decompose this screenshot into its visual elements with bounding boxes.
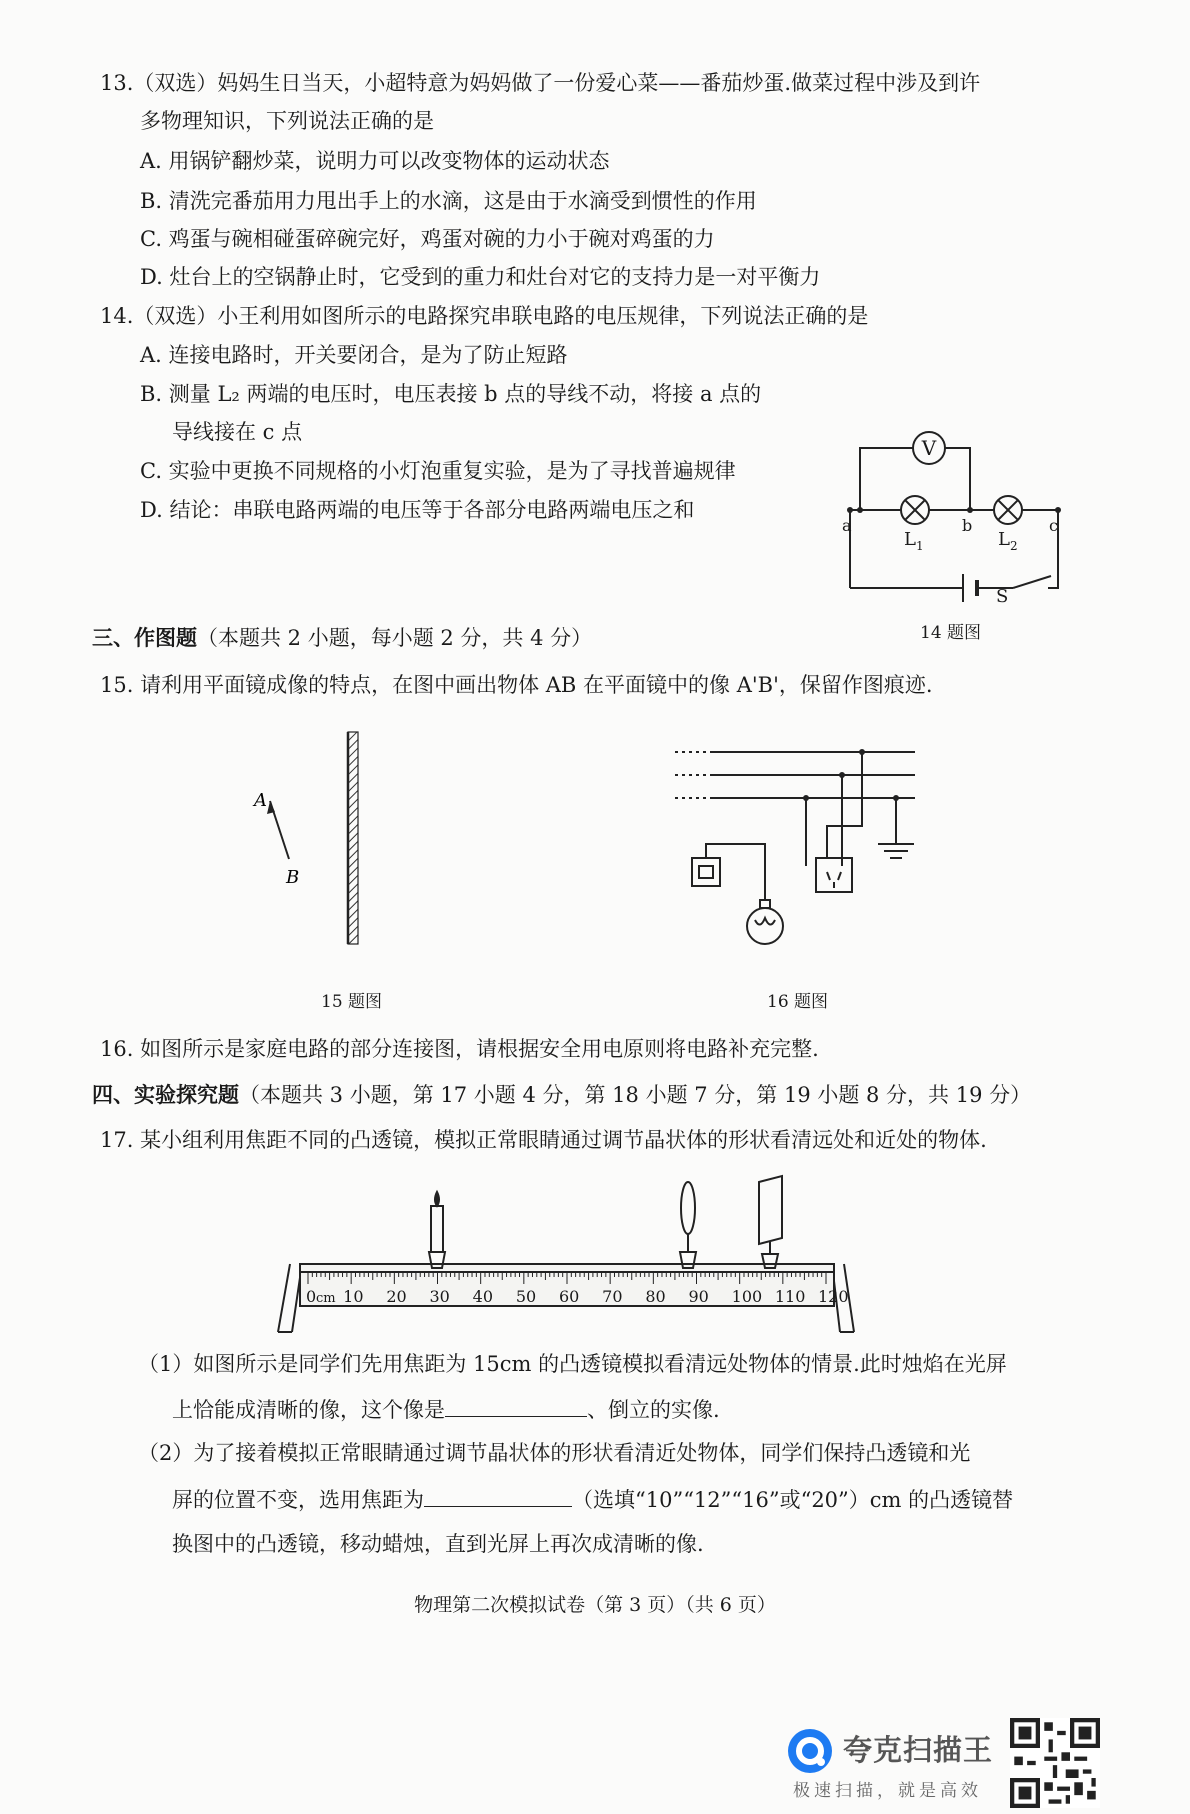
page-footer: 物理第二次模拟试卷（第 3 页）（共 6 页） — [414, 1594, 776, 1616]
ruler-label: 30 — [429, 1287, 450, 1306]
q16-figure-caption: 16 题图 — [767, 992, 829, 1012]
scanner-watermark — [785, 1718, 1185, 1808]
q13-stem-line2: 多物理知识，下列说法正确的是 — [140, 109, 434, 133]
ruler-label: 20 — [386, 1287, 407, 1306]
ruler-label: 90 — [688, 1287, 709, 1306]
lamp2-label: L — [998, 529, 1010, 550]
point-b-label: b — [962, 516, 973, 535]
lamp1-label: L — [904, 529, 916, 550]
q14-figure-caption: 14 题图 — [920, 623, 982, 643]
section3-note: （本题共 2 小题，每小题 2 分，共 4 分） — [197, 626, 593, 650]
ruler-label: 100 — [731, 1287, 763, 1306]
q17-part1-text-before: 上恰能成清晰的像，这个像是 — [172, 1398, 445, 1422]
ruler-label: 70 — [602, 1287, 623, 1306]
point-c-label: c — [1049, 516, 1058, 535]
section4-heading — [92, 1080, 1031, 1110]
ruler-label: 40 — [472, 1287, 494, 1306]
q13-option-c: C. 鸡蛋与碗相碰蛋碎碗完好，鸡蛋对碗的力小于碗对鸡蛋的力 — [140, 227, 715, 251]
q17-part1-answer-blank[interactable] — [445, 1394, 587, 1417]
q14-option-c: C. 实验中更换不同规格的小灯泡重复实验，是为了寻找普遍规律 — [140, 459, 736, 483]
section4-title: 四、实验探究题 — [92, 1082, 239, 1107]
q13-option-a: A. 用锅铲翻炒菜，说明力可以改变物体的运动状态 — [140, 149, 610, 173]
q15-stem: 15. 请利用平面镜成像的特点，在图中画出物体 AB 在平面镜中的像 A'B'，保留作图痕迹. — [100, 673, 933, 697]
q17-part2-text-after: （选填“10”“12”“16”或“20”）cm 的凸透镜替 — [572, 1488, 1014, 1512]
ruler-label: 110 — [774, 1287, 806, 1306]
q17-part2-line3: 换图中的凸透镜，移动蜡烛，直到光屏上再次成清晰的像. — [172, 1532, 704, 1556]
q17-part1-line1: （1）如图所示是同学们先用焦距为 15cm 的凸透镜模拟看清远处物体的情景.此时烛焰在光屏 — [138, 1352, 1007, 1376]
voltmeter-label: V — [921, 436, 937, 460]
lamp2-subscript: 2 — [1010, 539, 1018, 553]
q14-option-a: A. 连接电路时，开关要闭合，是为了防止短路 — [140, 343, 568, 367]
ruler-label: 80 — [645, 1287, 666, 1306]
q13-stem-line1: 13.（双选）妈妈生日当天，小超特意为妈妈做了一份爱心菜——番茄炒蛋.做菜过程中涉及到许 — [100, 71, 981, 95]
q17-part2-text-before: 屏的位置不变，选用焦距为 — [172, 1488, 424, 1512]
q14-stem: 14.（双选）小王利用如图所示的电路探究串联电路的电压规律，下列说法正确的是 — [100, 304, 869, 328]
ruler-label: 60 — [559, 1287, 580, 1306]
switch-label: S — [996, 586, 1009, 607]
q14-option-b-line2: 导线接在 c 点 — [172, 420, 303, 444]
object-label-a: A — [254, 790, 267, 811]
q13-option-d: D. 灶台上的空锅静止时，它受到的重力和灶台对它的支持力是一对平衡力 — [140, 265, 821, 289]
q17-part2-answer-blank[interactable] — [424, 1484, 572, 1507]
ruler-unit-label: cm — [316, 1291, 336, 1306]
scanner-watermark-subtitle: 极速扫描，就是高效 — [793, 1781, 982, 1801]
q13-option-b: B. 清洗完番茄用力甩出手上的水滴，这是由于水滴受到惯性的作用 — [140, 189, 757, 213]
q15-figure-caption: 15 题图 — [321, 992, 383, 1012]
q17-part2-line2 — [172, 1484, 1013, 1515]
object-label-b: B — [286, 867, 300, 888]
q15-mirror-figure — [250, 728, 380, 948]
q17-part1-text-after: 、倒立的实像. — [587, 1398, 720, 1422]
q17-part1-line2 — [172, 1394, 720, 1425]
q14-option-b-line1: B. 测量 L₂ 两端的电压时，电压表接 b 点的导线不动，将接 a 点的 — [140, 382, 762, 406]
q14-circuit-figure — [838, 420, 1063, 607]
ruler-label: 0 — [306, 1287, 317, 1306]
scanner-logo-icon — [785, 1726, 835, 1776]
q16-household-circuit-figure — [670, 730, 930, 950]
q14-option-d: D. 结论：串联电路两端的电压等于各部分电路两端电压之和 — [140, 498, 695, 522]
ruler-label: 120 — [818, 1287, 849, 1306]
q17-part2-line1: （2）为了接着模拟正常眼睛通过调节晶状体的形状看清近处物体，同学们保持凸透镜和光 — [138, 1441, 971, 1465]
scanner-watermark-title: 夸克扫描王 — [843, 1733, 994, 1767]
qr-code-icon — [1010, 1718, 1100, 1808]
section4-note: （本题共 3 小题，第 17 小题 4 分，第 18 小题 7 分，第 19 小题 8 分，共 19 分） — [239, 1083, 1032, 1107]
q17-optical-bench-figure — [270, 1172, 870, 1334]
section3-title: 三、作图题 — [92, 625, 197, 650]
section3-heading — [92, 623, 592, 653]
point-a-label: a — [842, 516, 852, 535]
q16-stem: 16. 如图所示是家庭电路的部分连接图，请根据安全用电原则将电路补充完整. — [100, 1037, 819, 1061]
lamp1-subscript: 1 — [916, 539, 924, 553]
ruler-label: 10 — [343, 1287, 364, 1306]
q17-stem: 17. 某小组利用焦距不同的凸透镜，模拟正常眼睛通过调节晶状体的形状看清远处和近处的物体. — [100, 1128, 987, 1152]
ruler-label: 50 — [515, 1287, 537, 1306]
